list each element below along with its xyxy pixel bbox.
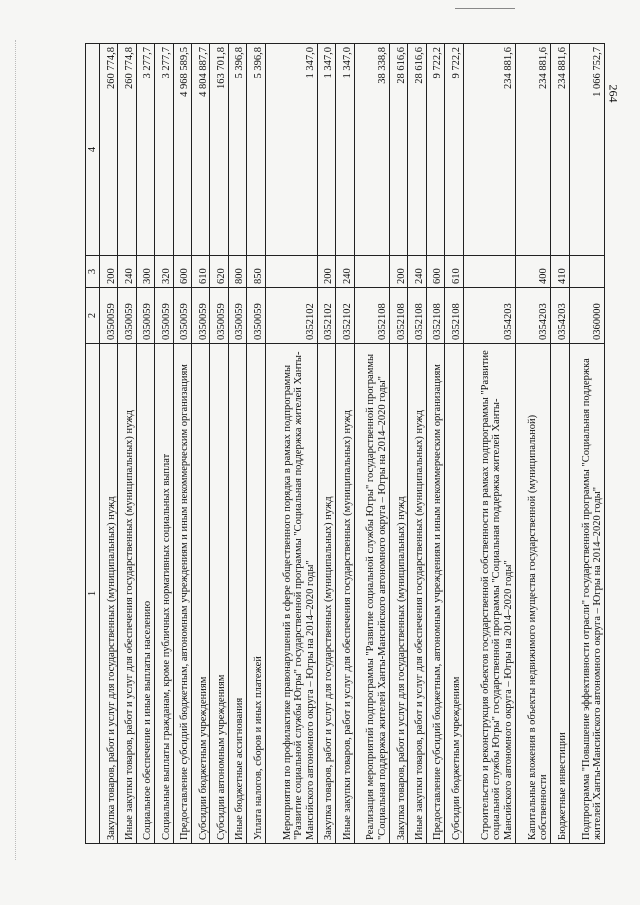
row-kvr-cell: 200 [317, 256, 335, 288]
budget-table [85, 43, 605, 844]
row-name-cell: Субсидии бюджетным учреждениям [445, 344, 463, 844]
row-code-cell: 0350059 [136, 288, 154, 344]
row-amount-cell: 1 347,0 [336, 44, 354, 256]
row-amount-cell: 4 804 887,7 [191, 44, 209, 256]
row-name-cell: Иные закупки товаров, работ и услуг для обеспечения государственных (муниципальных) нужд [336, 344, 354, 844]
row-code-cell: 0352108 [445, 288, 463, 344]
row-code-cell: 0352102 [336, 288, 354, 344]
rotated-table-wrapper [85, 44, 605, 844]
row-name-cell: Социальное обеспечение и иные выплаты населению [136, 344, 154, 844]
row-kvr-cell: 320 [155, 256, 173, 288]
row-name-cell: Иные закупки товаров, работ и услуг для обеспечения государственных (муниципальных) нужд [118, 344, 136, 844]
header-col-4: 4 [86, 44, 100, 256]
row-amount-cell: 9 722,2 [426, 44, 444, 256]
row-name-cell: Иные бюджетные ассигнования [228, 344, 246, 844]
table-row [426, 44, 444, 844]
row-kvr-cell [569, 256, 604, 288]
row-amount-cell: 234 881,6 [515, 44, 550, 256]
row-code-cell: 0352102 [265, 288, 317, 344]
row-amount-cell: 260 774,8 [118, 44, 136, 256]
table-row [515, 44, 550, 844]
row-code-cell: 0354203 [551, 288, 569, 344]
row-amount-cell: 1 066 752,7 [569, 44, 604, 256]
row-name-cell: Иные закупки товаров, работ и услуг для обеспечения государственных (муниципальных) нужд [408, 344, 426, 844]
table-row [389, 44, 407, 844]
row-name-cell: Закупка товаров, работ и услуг для государственных (муниципальных) нужд [389, 344, 407, 844]
scan-edge-marks [15, 40, 22, 860]
row-name-cell: Закупка товаров, работ и услуг для государственных (муниципальных) нужд [317, 344, 335, 844]
row-code-cell: 0352102 [317, 288, 335, 344]
row-name-cell: Реализация мероприятий подпрограммы "Развитие социальной службы Югры" государственной программы "Социальная поддержка жителей Ханты-Мансийского автономного округа – Югры на 2014–2020 годы" [354, 344, 389, 844]
row-amount-cell: 9 722,2 [445, 44, 463, 256]
row-code-cell: 0352108 [408, 288, 426, 344]
row-name-cell: Закупка товаров, работ и услуг для государственных (муниципальных) нужд [100, 344, 118, 844]
row-amount-cell: 3 277,7 [136, 44, 154, 256]
row-name-cell: Бюджетные инвестиции [551, 344, 569, 844]
table-row [336, 44, 354, 844]
row-code-cell: 0350059 [228, 288, 246, 344]
row-code-cell: 0352108 [354, 288, 389, 344]
row-name-cell: Социальные выплаты гражданам, кроме публичных нормативных социальных выплат [155, 344, 173, 844]
table-row [155, 44, 173, 844]
table-row [445, 44, 463, 844]
row-name-cell: Мероприятия по профилактике правонарушений в сфере общественного порядка в рамках подпрограммы "Развитие социальной службы Югры" государственной программы "Социальная поддержка жителей Ханты-Мансийского автономного округа – Югры на 2014–2020 годы" [265, 344, 317, 844]
row-code-cell: 0350059 [155, 288, 173, 344]
row-code-cell: 0350059 [210, 288, 228, 344]
row-amount-cell: 3 277,7 [155, 44, 173, 256]
table-row [408, 44, 426, 844]
row-code-cell: 0352108 [426, 288, 444, 344]
row-amount-cell: 5 396,8 [228, 44, 246, 256]
header-row [86, 44, 100, 844]
row-name-cell: Субсидии бюджетным учреждениям [191, 344, 209, 844]
row-kvr-cell: 240 [118, 256, 136, 288]
row-kvr-cell [354, 256, 389, 288]
row-amount-cell: 234 881,6 [463, 44, 515, 256]
table-row [569, 44, 604, 844]
row-amount-cell: 260 774,8 [100, 44, 118, 256]
row-code-cell: 0354203 [515, 288, 550, 344]
row-name-cell: Предоставление субсидий бюджетным, автономным учреждениям и иным некоммерческим организациям [173, 344, 191, 844]
row-code-cell: 0350059 [247, 288, 265, 344]
row-kvr-cell [463, 256, 515, 288]
row-code-cell: 0350059 [191, 288, 209, 344]
row-amount-cell: 4 968 589,5 [173, 44, 191, 256]
table-row [463, 44, 515, 844]
table-row [210, 44, 228, 844]
row-amount-cell: 28 616,6 [389, 44, 407, 256]
row-name-cell: Строительство и реконструкция объектов государственной собственности в рамках подпрограммы "Развитие социальной службы Югры" государственной программы "Социальная поддержка жителей Ханты-Мансийского автономного округа – Югры на 2014–2020 годы" [463, 344, 515, 844]
table-row [317, 44, 335, 844]
row-amount-cell: 28 616,6 [408, 44, 426, 256]
row-kvr-cell: 200 [389, 256, 407, 288]
table-row [118, 44, 136, 844]
row-kvr-cell: 600 [173, 256, 191, 288]
row-amount-cell: 1 347,0 [265, 44, 317, 256]
row-kvr-cell: 800 [228, 256, 246, 288]
table-row [136, 44, 154, 844]
row-name-cell: Субсидии автономным учреждениям [210, 344, 228, 844]
row-kvr-cell: 200 [100, 256, 118, 288]
row-name-cell: Подпрограмма "Повышение эффективности отрасли" государственной программы "Социальная поддержка жителей Ханты-Мансийского автономного округа – Югры на 2014–2020 годы" [569, 344, 604, 844]
row-kvr-cell: 400 [515, 256, 550, 288]
row-kvr-cell: 240 [336, 256, 354, 288]
row-kvr-cell: 240 [408, 256, 426, 288]
row-code-cell: 0350059 [100, 288, 118, 344]
row-kvr-cell: 610 [191, 256, 209, 288]
table-row [228, 44, 246, 844]
header-col-1: 1 [86, 344, 100, 844]
row-kvr-cell: 300 [136, 256, 154, 288]
row-amount-cell: 1 347,0 [317, 44, 335, 256]
row-amount-cell: 234 881,6 [551, 44, 569, 256]
row-code-cell: 0354203 [463, 288, 515, 344]
header-col-3: 3 [86, 256, 100, 288]
row-name-cell: Предоставление субсидий бюджетным, автономным учреждениям и иным некоммерческим организациям [426, 344, 444, 844]
table-row [354, 44, 389, 844]
row-code-cell: 0360000 [569, 288, 604, 344]
header-col-2: 2 [86, 288, 100, 344]
row-code-cell: 0350059 [173, 288, 191, 344]
table-row [247, 44, 265, 844]
row-amount-cell: 38 338,8 [354, 44, 389, 256]
table-row [100, 44, 118, 844]
table-row [191, 44, 209, 844]
table-row [173, 44, 191, 844]
row-kvr-cell: 600 [426, 256, 444, 288]
row-code-cell: 0352108 [389, 288, 407, 344]
row-amount-cell: 5 396,8 [247, 44, 265, 256]
row-kvr-cell: 410 [551, 256, 569, 288]
table-row [551, 44, 569, 844]
row-code-cell: 0350059 [118, 288, 136, 344]
row-name-cell: Капитальные вложения в объекты недвижимого имущества государственной (муниципальной) собственности [515, 344, 550, 844]
row-kvr-cell [265, 256, 317, 288]
row-name-cell: Уплата налогов, сборов и иных платежей [247, 344, 265, 844]
row-kvr-cell: 610 [445, 256, 463, 288]
row-kvr-cell: 850 [247, 256, 265, 288]
row-amount-cell: 163 701,8 [210, 44, 228, 256]
table-row [265, 44, 317, 844]
row-kvr-cell: 620 [210, 256, 228, 288]
header-rule [455, 8, 515, 9]
page-number: 264 [606, 84, 621, 103]
